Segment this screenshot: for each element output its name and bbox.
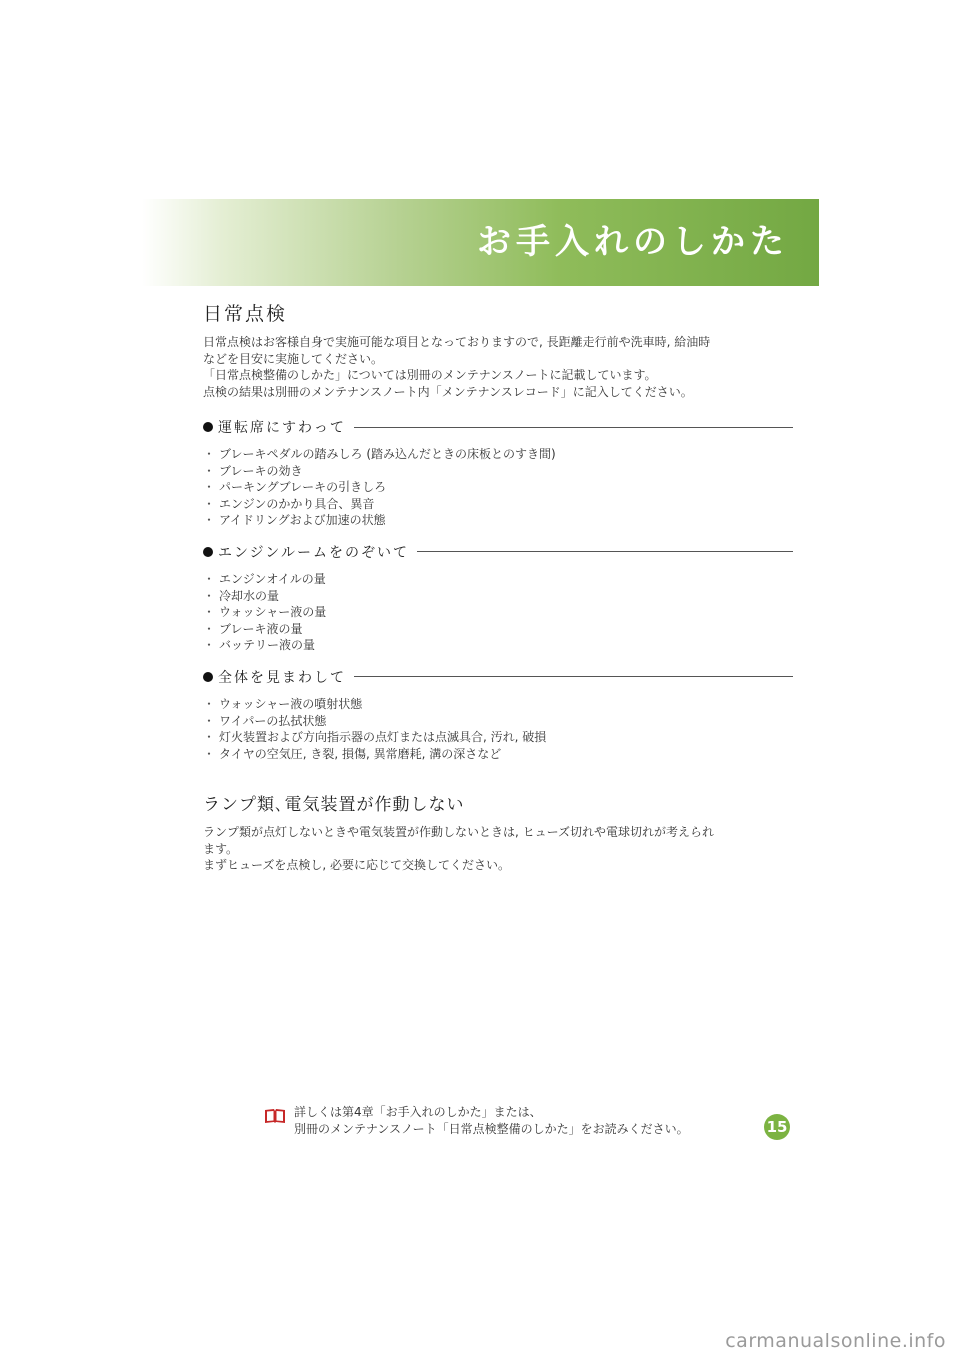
list-item: ・ 冷却水の量 [203,588,280,603]
daily-inspection-heading: 日常点検 [203,303,288,325]
section-engine-room [203,541,793,654]
bullet-dot-icon [203,422,213,432]
bullet-dot-icon [203,547,213,557]
list-item: ・ アイドリングおよび加速の状態 [203,513,386,528]
section-overall [203,666,793,762]
list-item: ・ エンジンオイルの量 [203,571,326,586]
list-item: ・ バッテリー液の量 [203,638,316,653]
book-icon [264,1108,286,1124]
check-list [203,571,793,654]
body-line: まずヒューズを点検し, 必要に応じて交換してください。 [203,858,511,873]
chapter-banner [142,199,819,286]
main-content [203,300,793,874]
lamps-body [203,824,793,874]
list-item: ・ ブレーキ液の量 [203,621,303,636]
body-line: ます。 [203,841,239,856]
list-item: ・ ウォッシャー液の量 [203,605,327,620]
reference-note [264,1104,794,1144]
section-divider [354,676,793,677]
list-item: ・ タイヤの空気圧, き裂, 損傷, 異常磨耗, 溝の深さなど [203,746,502,761]
list-item: ・ ウォッシャー液の噴射状態 [203,696,363,711]
section-divider [354,427,793,428]
intro-line: などを目安に実施してください。 [203,351,384,366]
list-item: ・ エンジンのかかり具合、異音 [203,496,375,511]
page-number-badge: 15 [764,1114,790,1140]
check-list [203,696,793,762]
list-item: ・ パーキングブレーキの引きしろ [203,480,387,495]
reference-line: 別冊のメンテナンスノート「日常点検整備のしかた」をお読みください。 [294,1122,689,1136]
intro-line: 点検の結果は別冊のメンテナンスノート内「メンテナンスレコード」に記入してください。 [203,384,693,399]
bullet-dot-icon [203,672,213,682]
list-item: ・ 灯火装置および方向指示器の点灯または点滅具合, 汚れ, 破損 [203,730,547,745]
list-item: ・ ブレーキペダルの踏みしろ (踏み込んだときの床板とのすき間) [203,447,556,461]
section-title: 全体を見まわして [218,669,346,686]
watermark: carmanualsonline.info [725,1330,946,1352]
section-title: 運転席にすわって [218,420,346,436]
reference-line: 詳しくは第4章「お手入れのしかた」または、 [294,1105,542,1119]
section-title: エンジンルームをのぞいて [218,544,409,561]
intro-line: 「日常点検整備のしかた」については別冊のメンテナンスノートに記載しています。 [203,368,657,382]
list-item: ・ ブレーキの効き [203,463,303,478]
body-line: ランプ類が点灯しないときや電気装置が作動しないときは, ヒューズ切れや電球切れが考えられ [203,825,715,840]
check-list [203,446,793,529]
intro-line: 日常点検はお客様自身で実施可能な項目となっておりますので, 長距離走行前や洗車時, 給油時 [203,335,711,349]
section-driver-seat [203,416,793,529]
section-divider [417,551,793,552]
chapter-title: お手入れのしかた [477,222,789,262]
daily-intro [203,334,793,400]
list-item: ・ ワイパーの払拭状態 [203,713,327,728]
lamps-heading: ランプ類､電気装置が作動しない [203,795,465,816]
